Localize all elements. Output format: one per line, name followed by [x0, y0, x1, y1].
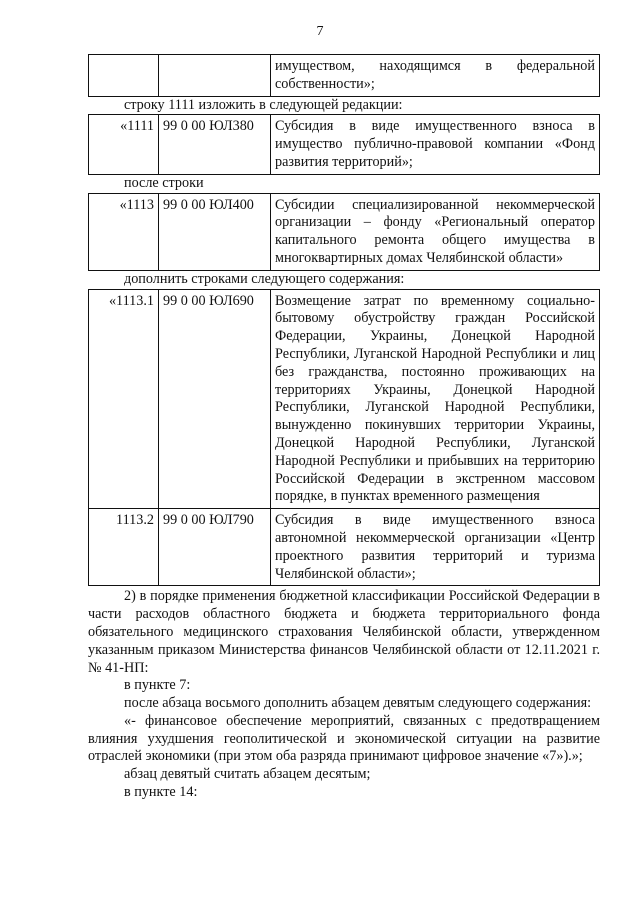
- row-description: Субсидия в виде имущественного взноса автономной некоммерческой организации «Центр проектного развития территорий и туризма Челябинской области»;: [271, 509, 600, 586]
- paragraph: абзац девятый считать абзацем десятым;: [124, 766, 371, 783]
- row-number: «1111: [89, 115, 159, 174]
- table-row: [89, 289, 600, 509]
- document-body: [88, 54, 600, 802]
- paragraph: 2) в порядке применения бюджетной классификации Российской Федерации в части расходов областного бюджета и бюджета территориального фонда обязательного медицинского страхования Челябинской области, утвержденном указанным приказом Министерства финансов Челябинской области от 12.11.2021 г. № 41-НП:: [88, 588, 600, 676]
- row-number: «1113.1: [89, 289, 159, 509]
- instruction-line: строку 1111 изложить в следующей редакции:: [124, 96, 403, 113]
- paragraph: в пункте 7:: [124, 677, 191, 694]
- table-row: [89, 193, 600, 270]
- row-description: Субсидия в виде имущественного взноса в имущество публично-правовой компании «Фонд развития территорий»;: [271, 115, 600, 174]
- row-number: 1113.2: [89, 509, 159, 586]
- page-number: 7: [316, 24, 324, 39]
- table-row-1113: [88, 193, 600, 271]
- row-code: 99 0 00 ЮЛ380: [159, 115, 271, 174]
- row-number: «1113: [89, 193, 159, 270]
- table-row-1111: [88, 114, 600, 174]
- table-row: [89, 115, 600, 174]
- table-row: [89, 55, 600, 97]
- row-code: 99 0 00 ЮЛ690: [159, 289, 271, 509]
- paragraph: «- финансовое обеспечение мероприятий, связанных с предотвращением влияния ухудшения геополитической и экономической ситуации на развитие отраслей экономики (при этом оба разряда принимают цифровое значение «7»).»;: [88, 712, 600, 765]
- row-description: Субсидии специализированной некоммерческой организации – фонду «Региональный оператор капитального ремонта общего имущества в многоквартирных домах Челябинской области»: [271, 193, 600, 270]
- row-code: [159, 55, 271, 97]
- instruction-line: после строки: [124, 174, 204, 191]
- row-code: 99 0 00 ЮЛ400: [159, 193, 271, 270]
- paragraph: в пункте 14:: [124, 784, 198, 801]
- row-code: 99 0 00 ЮЛ790: [159, 509, 271, 586]
- row-description: Возмещение затрат по временному социально-бытовому обустройству граждан Российской Федерации, Украины, Донецкой Народной Республики, Луганской Народной Республики и лиц без гражданства, постоянно проживающих на территориях Украины, Донецкой Народной Республики, Луганской Народной Республики, вынужденно покинувших территории Украины, Донецкой Народной Республики, Луганской Народной Республики и прибывших на территорию Российской Федерации в экстренном массовом порядке, в пунктах временного размещения: [271, 289, 600, 509]
- table-continuation: [88, 54, 600, 97]
- table-row: [89, 509, 600, 586]
- paragraph: после абзаца восьмого дополнить абзацем девятым следующего содержания:: [124, 695, 592, 712]
- row-number: [89, 55, 159, 97]
- row-description: имуществом, находящимся в федеральной собственности»;: [271, 55, 600, 97]
- instruction-line: дополнить строками следующего содержания:: [124, 270, 405, 287]
- table-new-rows: [88, 289, 600, 587]
